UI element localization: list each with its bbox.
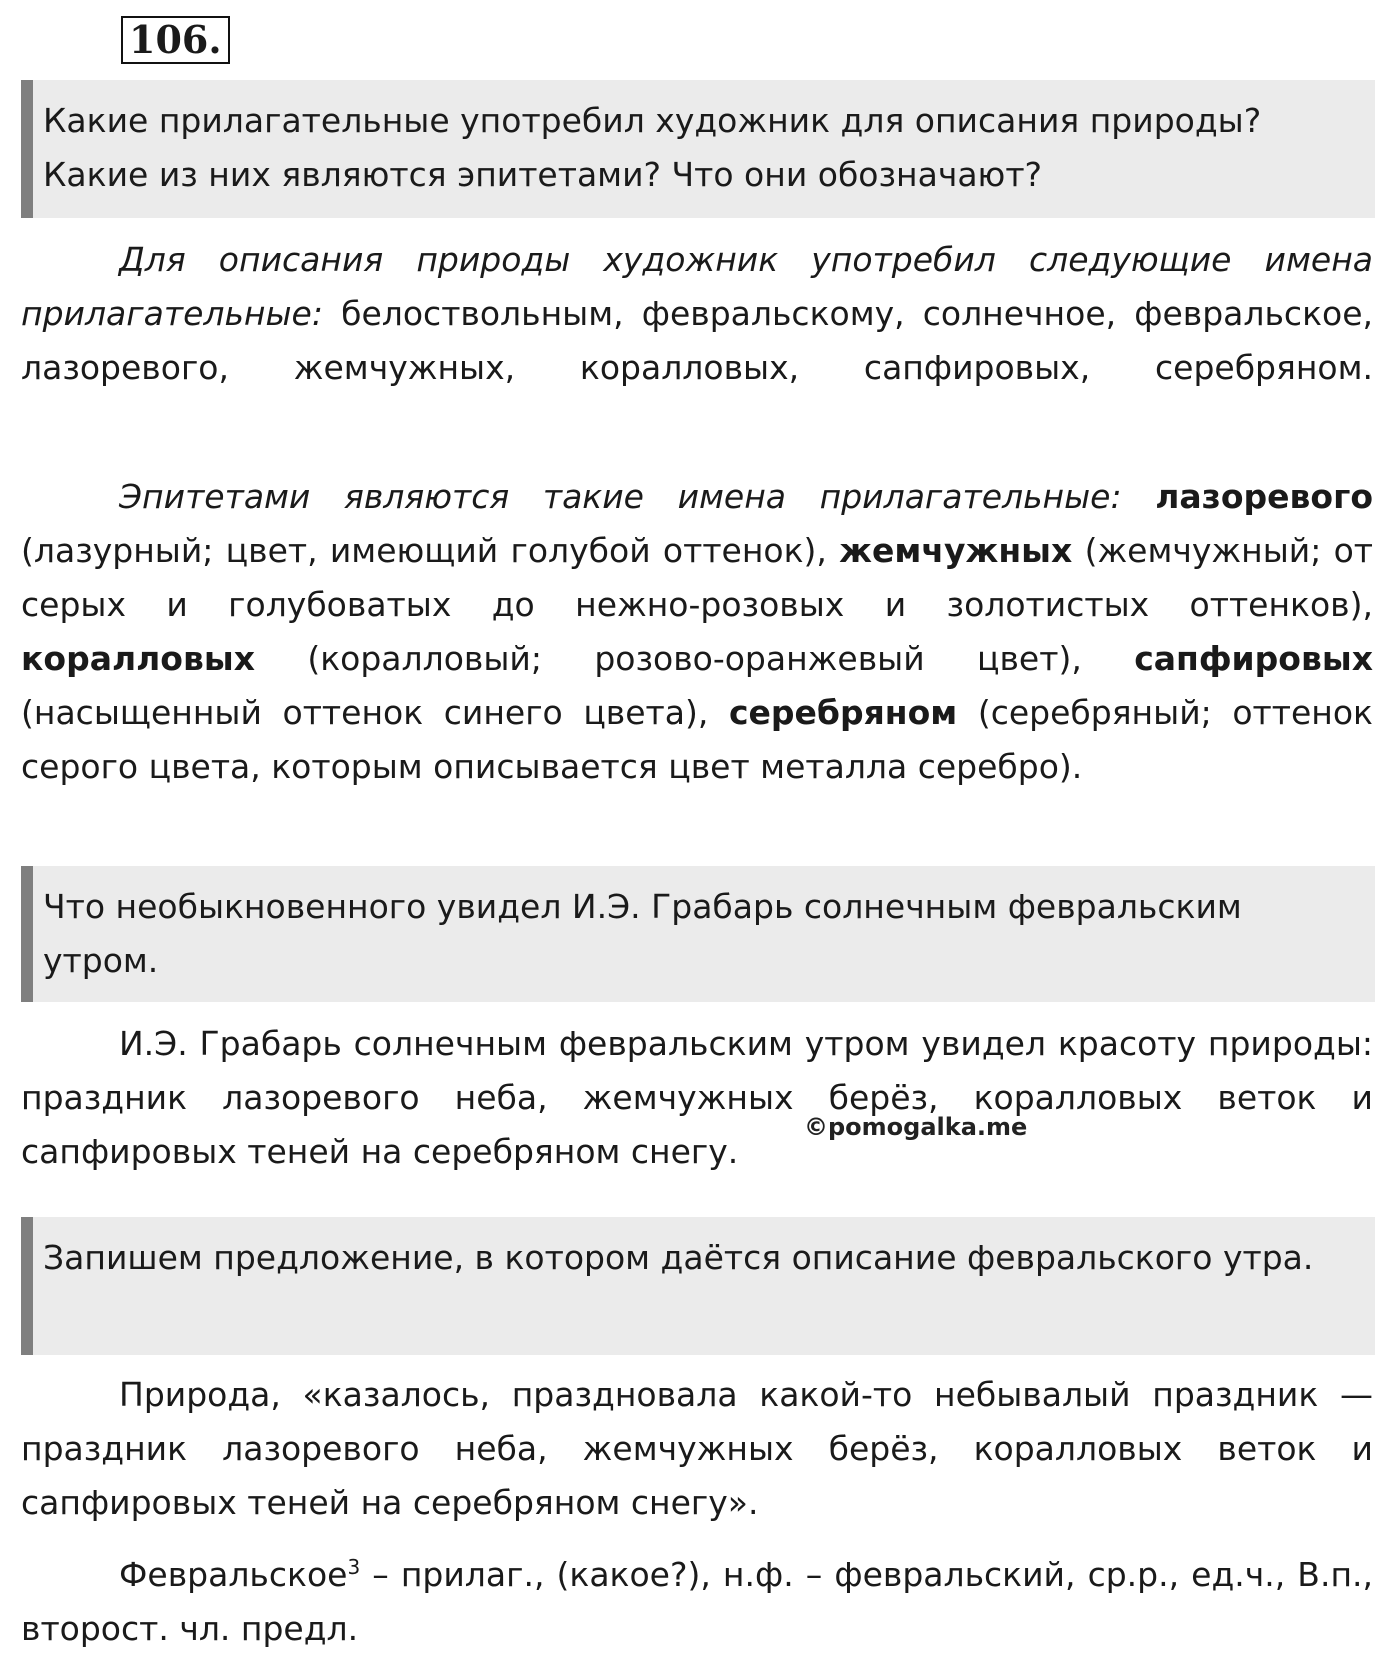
answer-paragraph-4: Природа, «казалось, праздновала какой-то небывалый праздник — праздник лазоревого неба, жемчужных берёз, коралловых веток и сапфировых теней на серебряном снегу». (21, 1375, 1373, 1522)
epithet-1: лазоревого (1155, 477, 1373, 516)
question-box-3 (21, 1217, 1375, 1355)
epithet-2-desc: (жемчужный; от серых и голубоватых до нежно-розовых и золотистых оттенков), (21, 531, 1373, 624)
question-box-2 (21, 866, 1375, 1002)
epithet-4-desc: (насыщенный оттенок синего цвета), (21, 693, 729, 732)
answer-paragraph-3: И.Э. Грабарь солнечным февральским утром увидел красоту природы: праздник лазоревого неба, жемчужных берёз, коралловых веток и сапфировых теней на серебряном снегу. (21, 1024, 1373, 1171)
answer-2-lead: Эпитетами являются такие имена прилагательные: (119, 477, 1122, 516)
question-3-text: Запишем предложение, в котором даётся описание февральского утра. (43, 1238, 1314, 1277)
question-1-line-1: Какие прилагательные употребил художник для описания природы? (43, 101, 1262, 140)
epithet-1-desc: (лазурный; цвет, имеющий голубой оттенок), (21, 531, 840, 570)
question-box-1 (21, 80, 1375, 218)
answer-1-text: белоствольным, февральскому, солнечное, февральское, лазоревого, жемчужных, коралловых, сапфировых, серебряном. (21, 294, 1373, 387)
epithet-4: сапфировых (1134, 639, 1373, 678)
epithet-5-desc: (серебряный; оттенок серого цвета, которым описывается цвет металла серебро). (21, 693, 1373, 786)
answer-paragraph-2 (21, 470, 1373, 794)
epithet-5: серебряном (728, 693, 958, 732)
answer-1-lead: Для описания природы художник употребил следующие имена прилагательные: (21, 240, 1373, 333)
epithet-2: жемчужных (839, 531, 1073, 570)
epithet-3: коралловых (21, 639, 255, 678)
question-1-line-2: Какие из них являются эпитетами? Что они обозначают? (43, 155, 1043, 194)
epithet-3-desc: (коралловый; розово-оранжевый цвет), (254, 639, 1135, 678)
exercise-number: 106. (121, 16, 230, 64)
answer-paragraph-5 (21, 1548, 1373, 1656)
answer-paragraph-1 (21, 233, 1373, 395)
question-2-text: Что необыкновенного увидел И.Э. Грабарь солнечным февральским утром. (43, 887, 1242, 980)
analysis-superscript: 3 (347, 1555, 361, 1579)
watermark: ©pomogalka.me (804, 1113, 1028, 1141)
analysis-text: – прилаг., (какое?), н.ф. – февральский, ср.р., ед.ч., В.п., второст. чл. предл. (21, 1555, 1373, 1648)
analysis-word: Февральское (119, 1555, 348, 1594)
